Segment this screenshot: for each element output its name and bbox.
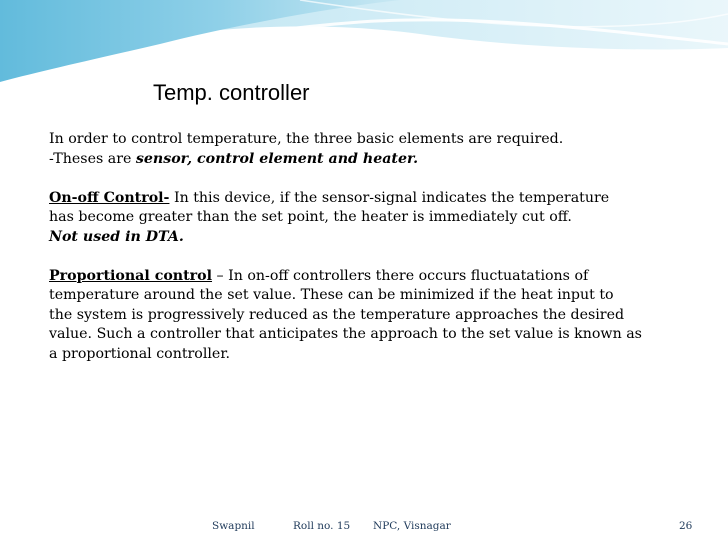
onoff-line-1	[49, 189, 699, 209]
proportional-line-2: temperature around the set value. These can be minimized if the heat input to	[49, 287, 614, 303]
footer-roll-number: Roll no. 15	[293, 520, 351, 532]
onoff-line-1-rest: In this device, if the sensor-signal indicates the temperature	[169, 189, 610, 206]
proportional-line-5: a proportional controller.	[49, 345, 231, 362]
intro-prefix: -Theses are	[49, 150, 136, 167]
onoff-note: Not used in DTA.	[49, 228, 184, 245]
intro-line-1: In order to control temperature, the three basic elements are required.	[49, 131, 564, 147]
footer-author: Swapnil	[212, 520, 255, 532]
proportional-line-3: the system is progressively reduced as the temperature approaches the desired	[49, 306, 625, 323]
header-wave-decoration	[0, 0, 728, 110]
intro-paragraph	[49, 130, 699, 169]
onoff-paragraph	[49, 189, 699, 248]
intro-emphasis: sensor, control element and heater.	[135, 150, 419, 167]
proportional-paragraph	[49, 267, 699, 365]
proportional-line-4: value. Such a controller that anticipates the approach to the set value is known as	[49, 326, 642, 342]
footer-college: NPC, Visnagar	[373, 520, 451, 532]
slide-body	[49, 130, 699, 364]
intro-line-2	[49, 150, 699, 170]
onoff-line-2: has become greater than the set point, the heater is immediately cut off.	[49, 209, 572, 225]
slide-title: Temp. controller	[153, 80, 310, 105]
footer-page-number: 26	[679, 520, 693, 532]
proportional-heading: Proportional control	[49, 267, 213, 284]
proportional-line-1	[49, 267, 699, 287]
proportional-line-1-rest: – In on-off controllers there occurs fluctuatations of	[212, 267, 589, 284]
onoff-heading: On-off Control-	[49, 189, 170, 206]
